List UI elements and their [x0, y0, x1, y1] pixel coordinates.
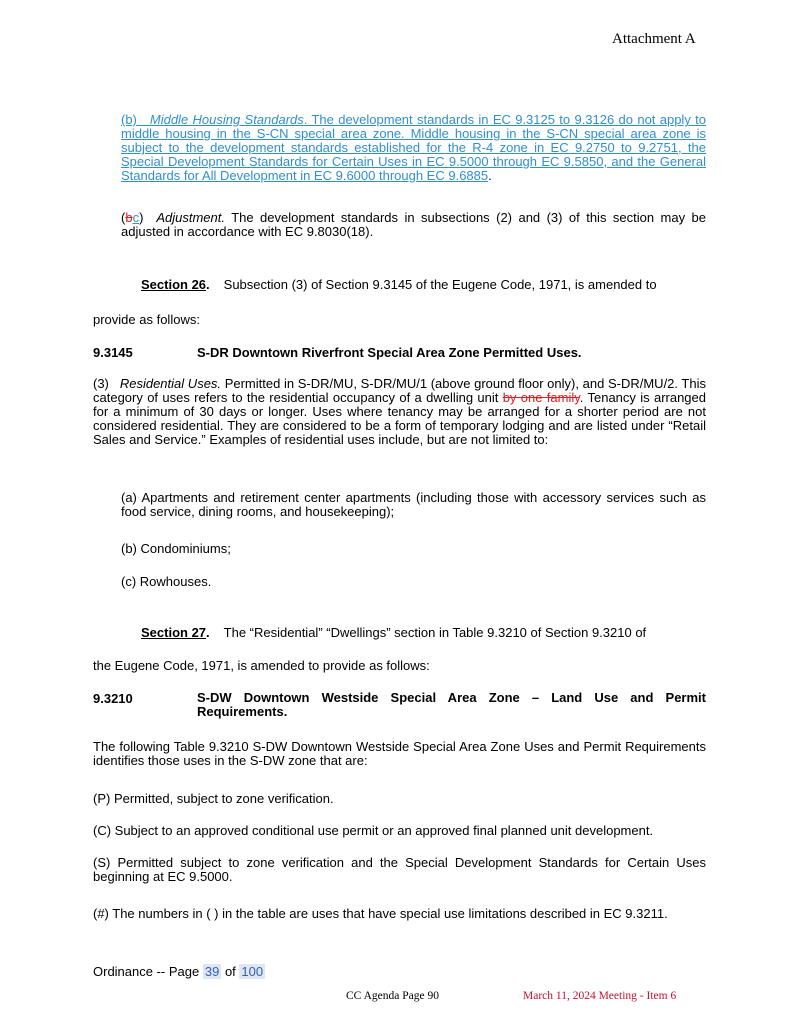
para-3-text-after: . Tenancy is arranged for a minimum of 30 days or longer. Uses where tenancy may be arranged for a shorter period are not considered residential. They are considered to be a form of temporary lodging and are listed under “Retail Sales and Service.” Examples of residential uses include, but are not limited to: — [93, 390, 706, 447]
page-footer — [93, 964, 265, 979]
section-26-dot: . — [206, 277, 210, 292]
code-9-3145-number: 9.3145 — [93, 345, 133, 360]
definition-numbers: (#) The numbers in ( ) in the table are uses that have special use limitations described in EC 9.3211. — [93, 906, 668, 921]
section-27-line1 — [141, 625, 707, 640]
list-item: (b) Condominiums; — [121, 541, 231, 556]
page-of: of — [224, 964, 236, 979]
adjustment-paragraph — [121, 211, 706, 239]
para-b-label: (b) — [121, 112, 137, 127]
para-3-text-before: Permitted in S-DR/MU, S-DR/MU/1 (above ground floor only), and S-DR/MU/2. This category of uses refers to the residential occupancy of a dwelling unit — [93, 376, 706, 405]
section-27-line2: the Eugene Code, 1971, is amended to provide as follows: — [93, 658, 430, 673]
section-27-label: Section 27 — [141, 625, 207, 640]
residential-uses-paragraph — [93, 377, 706, 447]
list-item: (a) Apartments and retirement center apartments (including those with accessory services such as food service, dining rooms, and housekeeping); — [121, 490, 706, 519]
inserted-c: c — [132, 210, 140, 225]
para-3-title: Residential Uses. — [119, 376, 222, 391]
page-total: 100 — [241, 964, 264, 979]
middle-housing-paragraph — [121, 113, 706, 183]
section-26-label: Section 26 — [141, 277, 207, 292]
agenda-page: CC Agenda Page 90 — [346, 990, 439, 1002]
para-b-text: . The development standards in EC 9.3125 to 9.3126 do not apply to middle housing in the S-CN special area zone. Middle housing in the S-CN special area zone is subject to the development standards established for the R-4 zone in EC 9.2750 to 9.2751, the Special Development Standards for Certain Uses in EC 9.5000 through EC 9.5850, and the General Standards for All Development in EC 9.6000 through EC 9.6885 — [121, 112, 706, 183]
para-3-label: (3) — [93, 376, 109, 391]
definition-s: (S) Permitted subject to zone verification and the Special Development Standards for Certain Uses beginning at EC 9.5000. — [93, 855, 706, 884]
definition-c: (C) Subject to an approved conditional use permit or an approved final planned unit development. — [93, 823, 654, 838]
deleted-b: b — [125, 210, 133, 225]
code-9-3145-title: S-DR Downtown Riverfront Special Area Zone Permitted Uses. — [197, 345, 582, 360]
page-number: 39 — [204, 964, 220, 979]
table-intro: The following Table 9.3210 S-DW Downtown Westside Special Area Zone Uses and Permit Requirements identifies those uses in the S-DW zone that are: — [93, 739, 706, 768]
para-b-title: Middle Housing Standards — [149, 112, 304, 127]
attachment-label: Attachment A — [612, 31, 696, 47]
section-27-dot: . — [206, 625, 210, 640]
deleted-by-one-family: by one family — [502, 390, 580, 405]
para-c-open: ( — [121, 210, 126, 225]
para-c-text: The development standards in subsections (2) and (3) of this section may be adjusted in accordance with EC 9.8030(18). — [121, 210, 706, 239]
para-c-close: ) — [139, 210, 144, 225]
section-27-text: The “Residential” “Dwellings” section in Table 9.3210 of Section 9.3210 of — [223, 625, 647, 640]
section-26-line1 — [141, 277, 707, 292]
para-c-title: Adjustment. — [156, 210, 225, 225]
meeting-item: March 11, 2024 Meeting - Item 6 — [523, 990, 677, 1002]
definition-p: (P) Permitted, subject to zone verification. — [93, 791, 334, 806]
section-26-line2: provide as follows: — [93, 312, 200, 327]
para-b-end: . — [488, 168, 492, 183]
ordinance-label: Ordinance -- Page — [93, 964, 200, 979]
list-item: (c) Rowhouses. — [121, 574, 212, 589]
code-9-3210-number: 9.3210 — [93, 691, 133, 706]
section-26-text: Subsection (3) of Section 9.3145 of the Eugene Code, 1971, is amended to — [223, 277, 657, 292]
code-9-3210-title: S-DW Downtown Westside Special Area Zone – Land Use and Permit Requirements. — [197, 690, 706, 719]
